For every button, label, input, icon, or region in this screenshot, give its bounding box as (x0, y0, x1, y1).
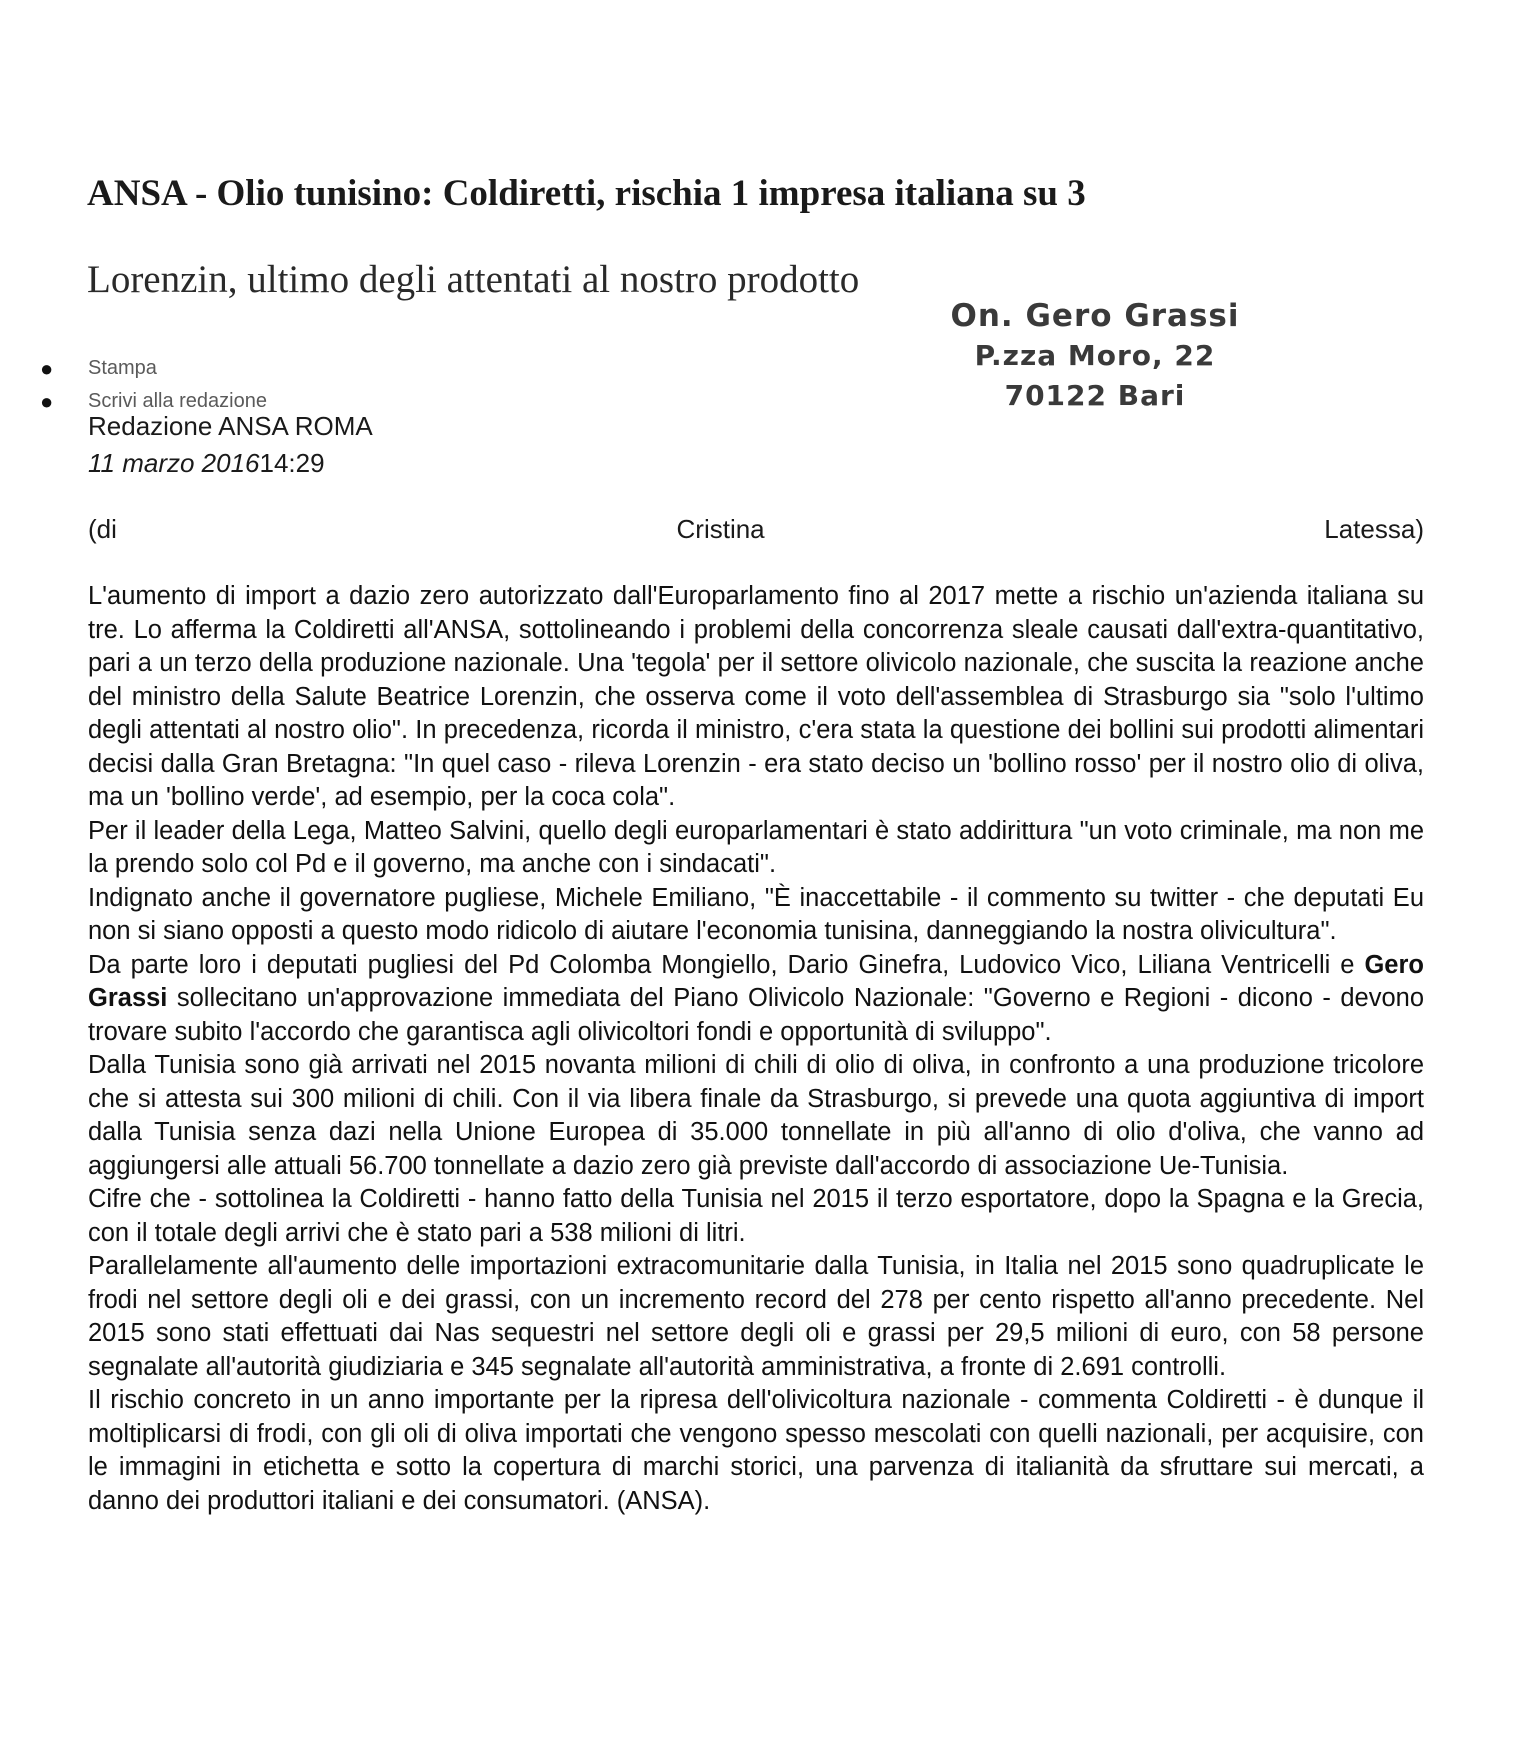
article-paragraph: Il rischio concreto in un anno importante per la ripresa dell'olivicoltura nazionale - commenta Coldiretti - è dunque il moltiplicarsi di frodi, con gli oli di oliva importati che vengono spesso mescolati con quelli nazionali, per acquisire, con le immagini in etichetta e sotto la copertura di marchi storici, una parvenza di italianità da sfruttare sui mercati, a danno dei produttori italiani e dei consumatori. (ANSA). (88, 1386, 1424, 1515)
article-paragraph: Parallelamente all'aumento delle importazioni extracomunitarie dalla Tunisia, in Italia nel 2015 sono quadruplicate le frodi nel settore degli oli e dei grassi, con un incremento record del 278 per cento rispetto all'anno precedente. Nel 2015 sono stati effettuati dai Nas sequestri nel settore degli oli e grassi per 29,5 milioni di euro, con 58 persone segnalate all'autorità giudiziaria e 345 segnalate all'autorità amministrativa, a fronte di 2.691 controlli. (88, 1252, 1424, 1381)
pd-text-before: Da parte loro i deputati pugliesi del Pd Colomba Mongiello, Dario Ginefra, Ludovico Vico, Liliana Ventricelli e (88, 950, 1365, 979)
article-subtitle: Lorenzin, ultimo degli attentati al nostro prodotto (87, 258, 860, 301)
article-body (88, 580, 1424, 1518)
article-date: 11 marzo 2016 (88, 448, 260, 478)
pd-text-after: sollecitano un'approvazione immediata del Piano Olivicolo Nazionale: "Governo e Regioni - dicono - devono trovare subito l'accordo che garantisca agli olivicoltori fondi e opportunità di sviluppo". (88, 984, 1424, 1046)
article-time: 14:29 (259, 448, 325, 478)
stamp-city: 70122 Bari (1004, 379, 1186, 412)
article-paragraph: L'aumento di import a dazio zero autorizzato dall'Europarlamento fino al 2017 mette a rischio un'azienda italiana su tre. Lo afferma la Coldiretti all'ANSA, sottolineando i problemi della concorrenza sleale causati dall'extra-quantitativo, pari a un terzo della produzione nazionale. Una 'tegola' per il settore olivicolo nazionale, che suscita la reazione anche del ministro della Salute Beatrice Lorenzin, che osserva come il voto dell'assemblea di Strasburgo sia "solo l'ultimo degli attentati al nostro olio". In precedenza, ricorda il ministro, c'era stata la questione dei bollini sui prodotti alimentari decisi dalla Gran Bretagna: "In quel caso - rileva Lorenzin - era stato deciso un 'bollino rosso' per il nostro olio di oliva, ma un 'bollino verde', ad esempio, per la coca cola". (88, 582, 1424, 811)
address-stamp (930, 296, 1260, 416)
stamp-name: On. Gero Grassi (950, 298, 1240, 334)
article-paragraph: Dalla Tunisia sono già arrivati nel 2015 novanta milioni di chili di olio di oliva, in confronto a una produzione tricolore che si attesta sui 300 milioni di chili. Con il via libera finale da Strasburgo, si prevede una quota aggiuntiva di import dalla Tunisia senza dazi nella Unione Europea di 35.000 tonnellate in più all'anno di olio d'oliva, che vanno ad aggiungersi alle attuali 56.700 tonnellate a dazio zero già previste dall'accordo di associazione Ue-Tunisia. (88, 1051, 1424, 1180)
byline-last-name: Latessa) (1324, 514, 1424, 544)
article-title: ANSA - Olio tunisino: Coldiretti, rischia 1 impresa italiana su 3 (87, 173, 1086, 214)
article-tools (40, 352, 267, 418)
byline (88, 514, 1424, 545)
article-paragraph: Cifre che - sottolinea la Coldiretti - hanno fatto della Tunisia nel 2015 il terzo esportatore, dopo la Spagna e la Grecia, con il totale degli arrivi che è stato pari a 538 milioni di litri. (88, 1185, 1424, 1247)
article-paragraph (88, 949, 1424, 1050)
stamp-address: P.zza Moro, 22 (974, 339, 1216, 372)
print-link-label: Stampa (88, 357, 157, 379)
write-editorial-link-label: Scrivi alla redazione (88, 390, 267, 412)
bullet-icon: ● (40, 356, 54, 381)
editorial-office: Redazione ANSA ROMA (88, 411, 373, 441)
bullet-icon: ● (40, 389, 54, 414)
article-paragraph: Per il leader della Lega, Matteo Salvini, quello degli europarlamentari è stato addirittura "un voto criminale, ma non me la prendo solo col Pd e il governo, ma anche con i sindacati". (88, 816, 1424, 878)
byline-first-name: Cristina (676, 514, 765, 544)
byline-open: (di (88, 514, 117, 544)
print-link[interactable] (40, 352, 267, 385)
highlighted-name: Gero Grassi (88, 950, 1424, 1012)
dateline (88, 448, 325, 479)
article-paragraph: Indignato anche il governatore pugliese, Michele Emiliano, "È inaccettabile - il commento su twitter - che deputati Eu non si siano opposti a questo modo ridicolo di aiutare l'economia tunisina, danneggiando la nostra olivicultura". (88, 883, 1424, 945)
